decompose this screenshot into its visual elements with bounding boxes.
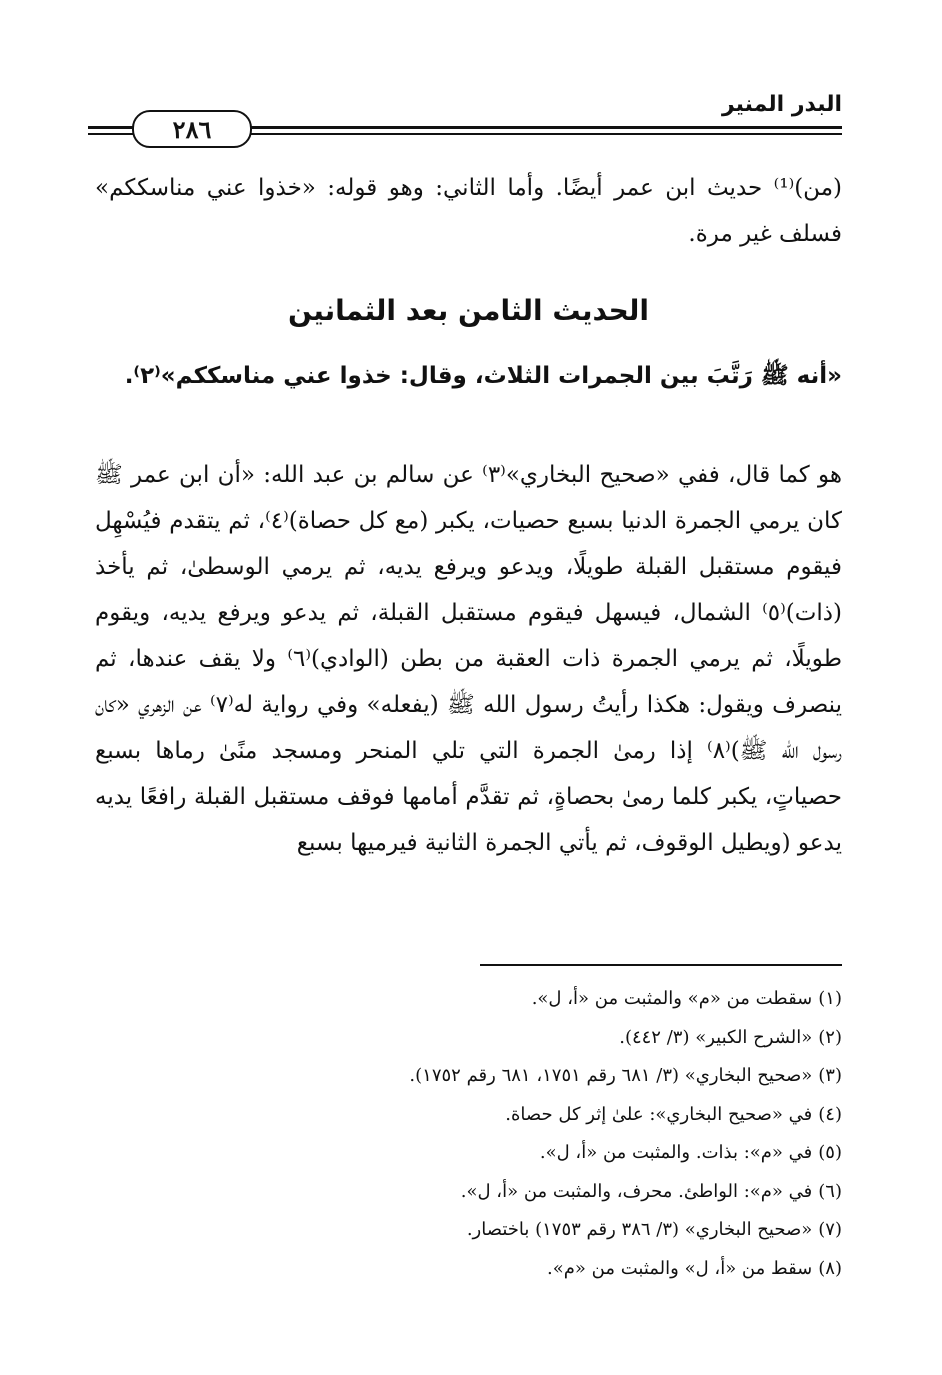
footnote — [95, 1250, 842, 1289]
footnote-text: «صحيح البخاري» (٣/ ٣٨٦ رقم ١٧٥٣) باختصار. — [466, 1219, 813, 1240]
footnote-number: (٨) — [818, 1257, 842, 1279]
footnote — [95, 1019, 842, 1058]
footnote-text: سقطت من «م» والمثبت من «أ، ل». — [531, 988, 813, 1009]
intro-paragraph: (من)⁽¹⁾ حديث ابن عمر أيضًا. وأما الثاني: وهو قوله: «خذوا عني مناسككم» فسلف غير مرة. — [95, 175, 842, 247]
footnote — [95, 1096, 842, 1135]
footnote — [95, 1173, 842, 1212]
footnote-number: (٧) — [818, 1219, 842, 1240]
intro-paragraph-block — [95, 165, 842, 257]
hadith-text: «أنه ﷺ رَتَّبَ بين الجمرات الثلاث، وقال: خذوا عني مناسككم»⁽٢⁾. — [124, 363, 842, 389]
footnote-number: (٢) — [818, 1026, 842, 1048]
footnote-number: (٤) — [818, 1103, 842, 1125]
footnote-number: (٦) — [818, 1180, 842, 1202]
page-number: ٢٨٦ — [132, 110, 252, 148]
footnote-text: في «م»: الواطئ. محرف، والمثبت من «أ، ل». — [460, 1180, 813, 1202]
commentary-paragraph: هو كما قال، ففي «صحيح البخاري»⁽٣⁾ عن سالم بن عبد الله: «أن ابن عمر ﷺ كان يرمي الجمرة الدنيا بسبع حصيات، يكبر (مع كل حصاة)⁽٤⁾، ثم يتقدم فيُسْهِل فيقوم مستقبل القبلة طويلًا، ويدعو ويرفع يديه، ثم يرمي الوسطىٰ، ثم يأخذ (ذات)⁽٥⁾ الشمال، فيسهل فيقوم مستقبل القبلة، ثم يدعو ويرفع يديه، ويقوم طويلًا، ثم يرمي الجمرة ذات العقبة من بطن (الوادي)⁽٦⁾ ولا يقف عندها، ثم ينصرف ويقول: هكذا رأيتُ رسول الله ﷺ (يفعله» وفي رواية له⁽٧⁾ عن الزهري «كان رسول الله ﷺ)⁽٨⁾ إذا رمىٰ الجمرة التي تلي المنحر ومسجد منًىٰ رماها بسبع حصياتٍ، يكبر كلما رمىٰ بحصاةٍ، ثم تقدَّم أمامها فوقف مستقبل القبلة رافعًا يديه يدعو (ويطيل الوقوف، ثم يأتي الجمرة الثانية فيرميها بسبع — [95, 462, 842, 856]
footnote — [95, 1134, 842, 1173]
footnote-number: (٥) — [818, 1142, 842, 1163]
footnote-number: (٣) — [818, 1065, 842, 1086]
footnote-number: (١) — [818, 988, 842, 1009]
footnote-text: «صحيح البخاري» (٣/ ٦٨١ رقم ١٧٥١، ٦٨١ رقم ١٧٥٢). — [409, 1065, 813, 1086]
hadith-text-block — [95, 350, 842, 402]
footnote-text: سقط من «أ، ل» والمثبت من «م». — [547, 1257, 813, 1279]
page-header — [88, 92, 842, 152]
running-title: البدر المنير — [721, 92, 842, 117]
commentary-block — [95, 452, 842, 866]
footnote — [95, 980, 842, 1019]
footnote-separator — [480, 964, 842, 966]
hadith-heading: الحديث الثامن بعد الثمانين — [288, 294, 649, 327]
footnote — [95, 1211, 842, 1250]
footnote-text: «الشرح الكبير» (٣/ ٤٤٢). — [619, 1026, 813, 1048]
footnote-text: في «م»: بذات. والمثبت من «أ، ل». — [539, 1142, 813, 1163]
footnote-text: في «صحيح البخاري»: علىٰ إثر كل حصاة. — [505, 1103, 813, 1125]
footnote — [95, 1057, 842, 1096]
footnotes — [95, 980, 842, 1288]
